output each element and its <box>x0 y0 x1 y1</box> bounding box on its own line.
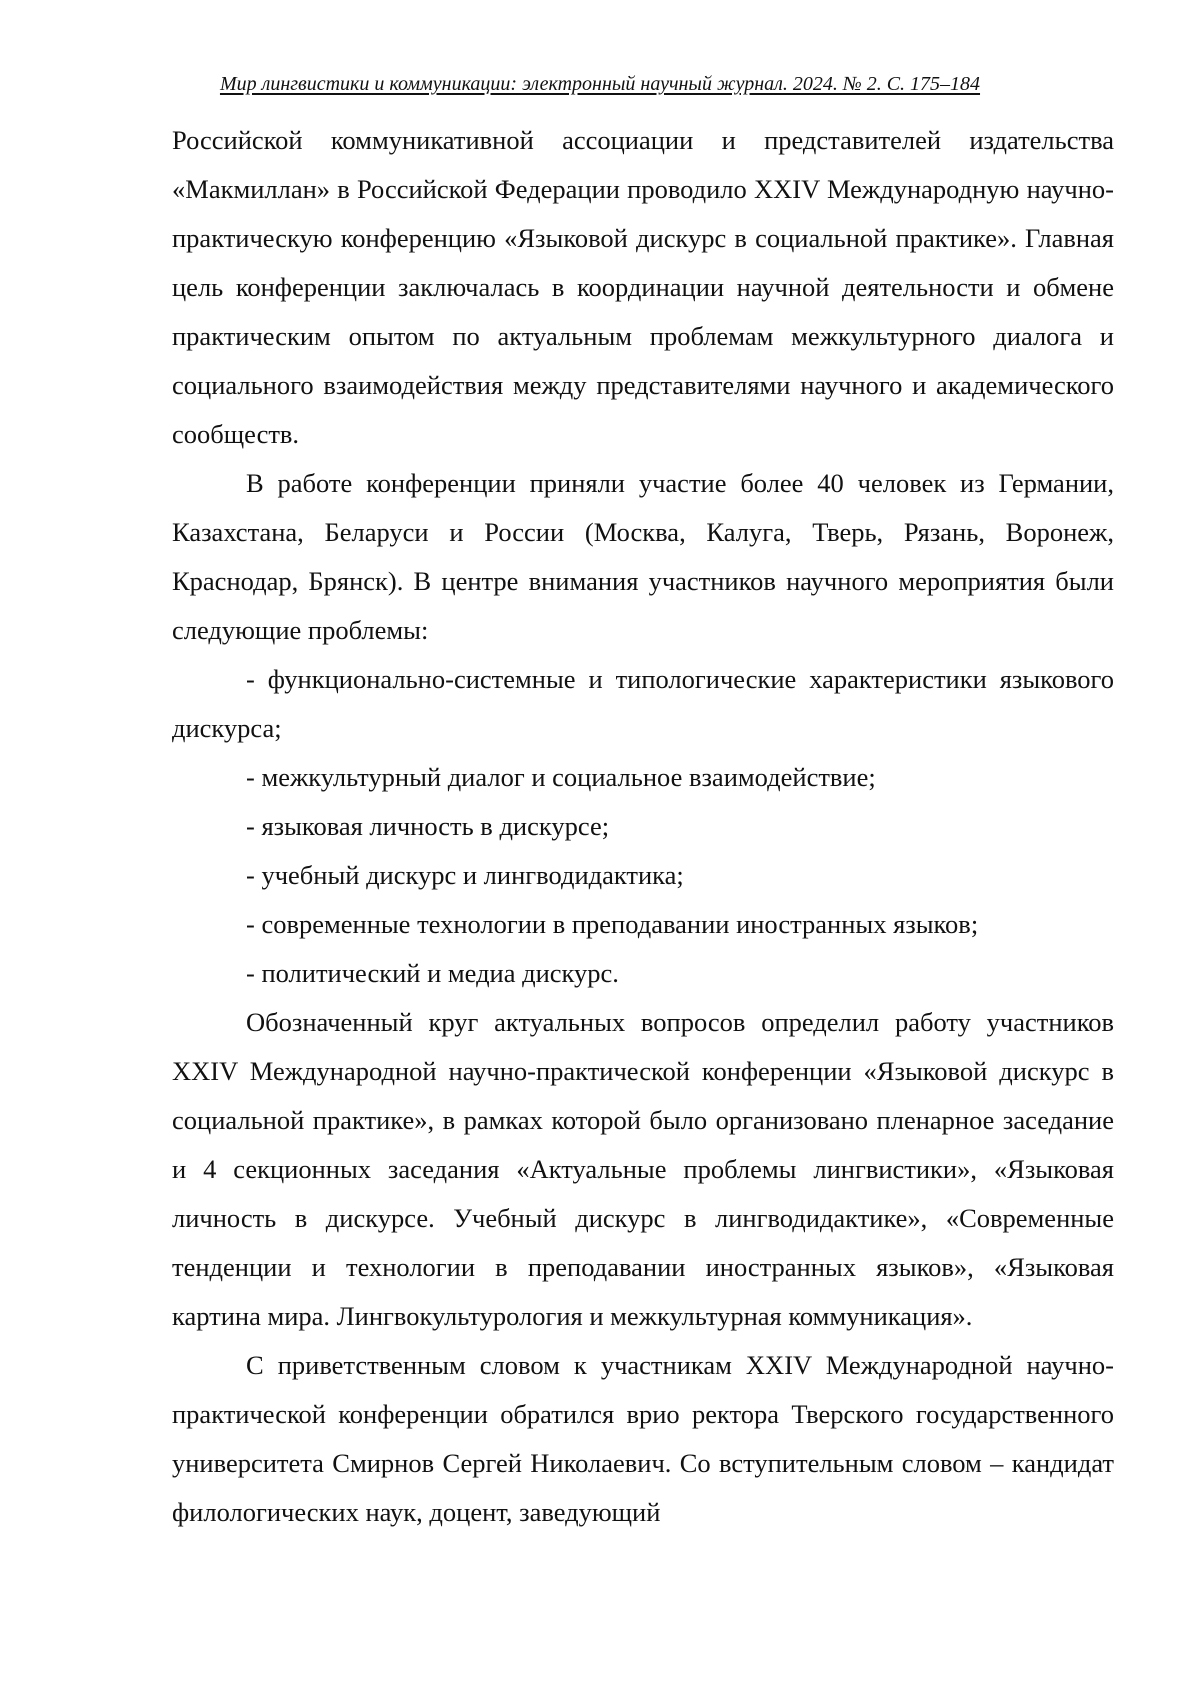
list-item: - межкультурный диалог и социальное взаимодействие; <box>246 762 876 792</box>
running-header: Мир лингвистики и коммуникации: электронный научный журнал. 2024. № 2. С. 175–184 <box>219 73 981 95</box>
article-body <box>172 116 1114 1537</box>
list-item: - политический и медиа дискурс. <box>246 958 619 988</box>
list-item: - учебный дискурс и лингводидактика; <box>246 860 684 890</box>
list-item: - современные технологии в преподавании иностранных языков; <box>246 909 979 939</box>
paragraph-continuation: Российской коммуникативной ассоциации и представителей издательства «Макмиллан» в Российской Федерации проводило XXIV Международную научно-практическую конференцию «Языковой дискурс в социальной практике». Главная цель конференции заключалась в координации научной деятельности и обмене практическим опытом по актуальным проблемам межкультурного диалога и социального взаимодействия между представителями научного и академического сообществ. <box>172 125 1114 449</box>
paragraph-participants: В работе конференции приняли участие более 40 человек из Германии, Казахстана, Беларуси и России (Москва, Калуга, Тверь, Рязань, Воронеж, Краснодар, Брянск). В центре внимания участников научного мероприятия были следующие проблемы: <box>172 468 1114 645</box>
list-item: - языковая личность в дискурсе; <box>246 811 610 841</box>
paragraph-sections: Обозначенный круг актуальных вопросов определил работу участников XXIV Международной научно-практической конференции «Языковой дискурс в социальной практике», в рамках которой было организовано пленарное заседание и 4 секционных заседания «Актуальные проблемы лингвистики», «Языковая личность в дискурсе. Учебный дискурс в лингводидактике», «Современные тенденции и технологии в преподавании иностранных языков», «Языковая картина мира. Лингвокультурология и межкультурная коммуникация». <box>172 1007 1114 1331</box>
list-item: - функционально-системные и типологические характеристики языкового дискурса; <box>172 664 1114 743</box>
paragraph-welcome: С приветственным словом к участникам XXIV Международной научно-практической конференции обратился врио ректора Тверского государственного университета Смирнов Сергей Николаевич. Со вступительным словом – кандидат филологических наук, доцент, заведующий <box>172 1350 1114 1527</box>
